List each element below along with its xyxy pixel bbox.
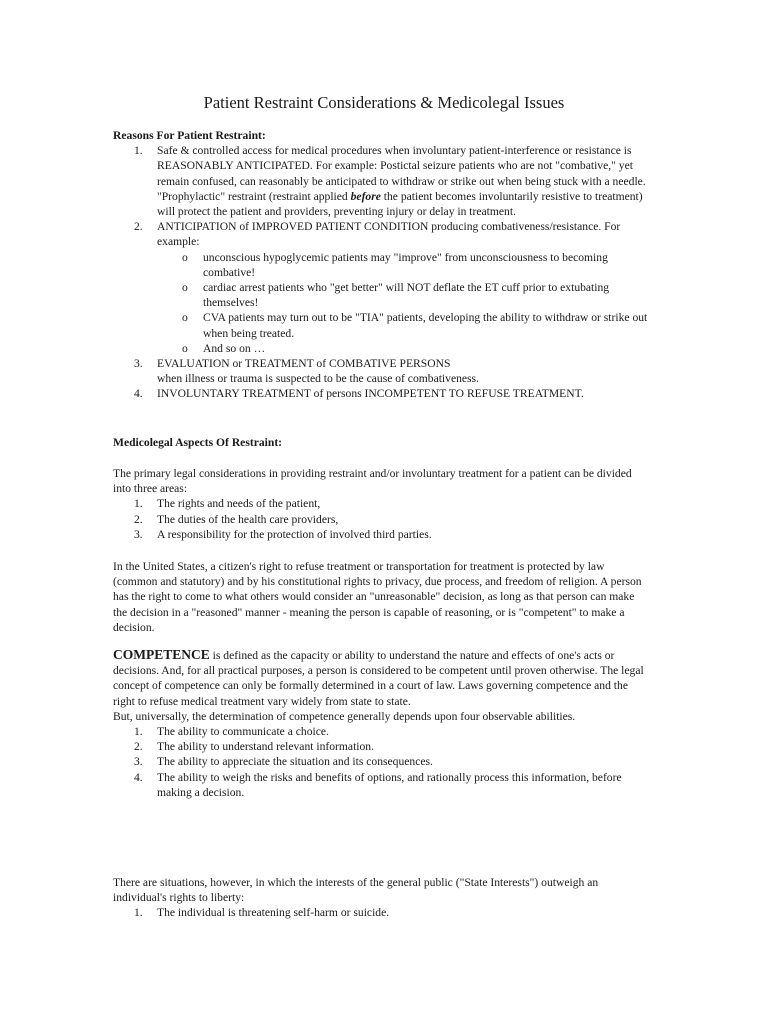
sub-list-item — [113, 250, 648, 280]
list-item — [113, 724, 648, 739]
list-item-text: The ability to communicate a choice. — [157, 725, 329, 739]
competence-definition: is defined as the capacity or ability to understand the nature and effects of one's acts or decisions. And, for all practical purposes, a person is considered to be competent until proven otherwise. The legal concept of competence can only be formally determined in a court of law. Laws governing competence and the right to refuse medical treatment vary widely from state to state. — [113, 649, 644, 708]
list-number: 2. — [134, 512, 143, 526]
medicolegal-heading: Medicolegal Aspects Of Restraint: — [113, 436, 283, 449]
medicolegal-section — [113, 435, 648, 450]
sub-list-container — [113, 250, 648, 356]
list-item-text: The rights and needs of the patient, — [157, 497, 321, 511]
list-item-text: The ability to appreciate the situation and its consequences. — [157, 755, 433, 769]
list-item-text: A responsibility for the protection of involved third parties. — [157, 527, 432, 541]
reasons-section — [113, 128, 648, 402]
bullet-marker: o — [182, 281, 188, 295]
list-item-text: INVOLUNTARY TREATMENT of persons INCOMPETENT TO REFUSE TREATMENT. — [157, 387, 584, 401]
list-item-text: The ability to understand relevant information. — [157, 740, 374, 754]
sub-list-item — [113, 280, 648, 310]
list-number: 3. — [134, 527, 143, 541]
list-number: 4. — [134, 770, 143, 784]
sub-list — [113, 250, 648, 356]
list-item — [113, 356, 648, 386]
list-number: 1. — [134, 144, 143, 158]
list-item-text: Safe & controlled access for medical procedures when involuntary patient-interference or resistance is REASONABLY ANTICIPATED. For example: Postictal seizure patients who are not "combative," yet remain confused, can reasonably be anticipated to withdraw or strike out when being stuck with a needle. "Prophylactic" restraint (restraint applied — [157, 144, 646, 203]
reasons-heading: Reasons For Patient Restraint: — [113, 129, 266, 142]
abilities-list — [113, 724, 648, 800]
bullet-marker: o — [182, 311, 188, 325]
considerations-list — [113, 496, 648, 542]
paragraph: There are situations, however, in which the interests of the general public ("State Interests") outweigh an individual's rights to liberty: — [113, 876, 599, 905]
list-item-text: EVALUATION or TREATMENT of COMBATIVE PERSONS — [157, 357, 451, 371]
sub-list-item — [113, 341, 648, 356]
emphasis-text: before — [350, 189, 381, 203]
sub-list-item — [113, 310, 648, 340]
sub-list-item-text: CVA patients may turn out to be "TIA" patients, developing the ability to withdraw or strike out when being treated. — [203, 311, 648, 340]
list-number: 2. — [134, 740, 143, 754]
list-number: 3. — [134, 357, 143, 371]
list-number: 2. — [134, 220, 143, 234]
sub-list-item-text: And so on … — [203, 341, 266, 355]
paragraph — [113, 647, 648, 709]
medicolegal-body — [113, 466, 648, 542]
list-number: 1. — [134, 906, 143, 920]
bullet-marker: o — [182, 341, 188, 355]
list-item — [113, 386, 648, 401]
list-item-text: The ability to weigh the risks and benefits of options, and rationally process this information, before making a decision. — [157, 770, 622, 799]
list-number: 1. — [134, 497, 143, 511]
list-item — [113, 143, 648, 219]
competence-section — [113, 647, 648, 800]
document-title: Patient Restraint Considerations & Medicolegal Issues — [203, 93, 565, 112]
list-item-text: The duties of the health care providers, — [157, 512, 339, 526]
bullet-marker: o — [182, 250, 188, 264]
list-number: 3. — [134, 755, 143, 769]
state-interests-section — [113, 875, 648, 921]
us-rights-section — [113, 559, 648, 635]
list-item-text: the patient becomes involuntarily resistive to treatment) will protect the patient and providers, preventing injury or delay in treatment. — [157, 189, 643, 219]
state-interests-list — [113, 905, 648, 920]
paragraph: The primary legal considerations in providing restraint and/or involuntary treatment for a patient can be divided into three areas: — [113, 467, 632, 496]
list-item — [113, 496, 648, 511]
list-number: 1. — [134, 725, 143, 739]
list-item — [113, 754, 648, 769]
list-number: 4. — [134, 387, 143, 401]
list-item — [113, 739, 648, 754]
competence-term: COMPETENCE — [113, 647, 210, 662]
paragraph: But, universally, the determination of competence generally depends upon four observable abilities. — [113, 709, 576, 723]
list-item — [113, 905, 648, 920]
list-item — [113, 512, 648, 527]
list-item — [113, 770, 648, 800]
sub-list-item-text: cardiac arrest patients who "get better" will NOT deflate the ET cuff prior to extubating themselves! — [203, 281, 610, 310]
sub-list-item-text: unconscious hypoglycemic patients may "improve" from unconsciousness to becoming combative! — [203, 250, 608, 279]
list-item-text: ANTICIPATION of IMPROVED PATIENT CONDITION producing combativeness/resistance. For example: — [157, 220, 621, 249]
list-item — [113, 219, 648, 249]
list-item — [113, 527, 648, 542]
reasons-list — [113, 143, 648, 401]
list-item-text: The individual is threatening self-harm or suicide. — [157, 906, 390, 920]
list-item-text: when illness or trauma is suspected to be the cause of combativeness. — [157, 372, 479, 386]
paragraph: In the United States, a citizen's right to refuse treatment or transportation for treatment is protected by law (common and statutory) and by his constitutional rights to privacy, due process, and freedom of religion. A person has the right to come to what others would consider an "unreasonable" decision, as long as that person can make the decision in a "reasoned" manner - meaning the person is capable of reasoning, or is "competent" to make a decision. — [113, 560, 642, 634]
